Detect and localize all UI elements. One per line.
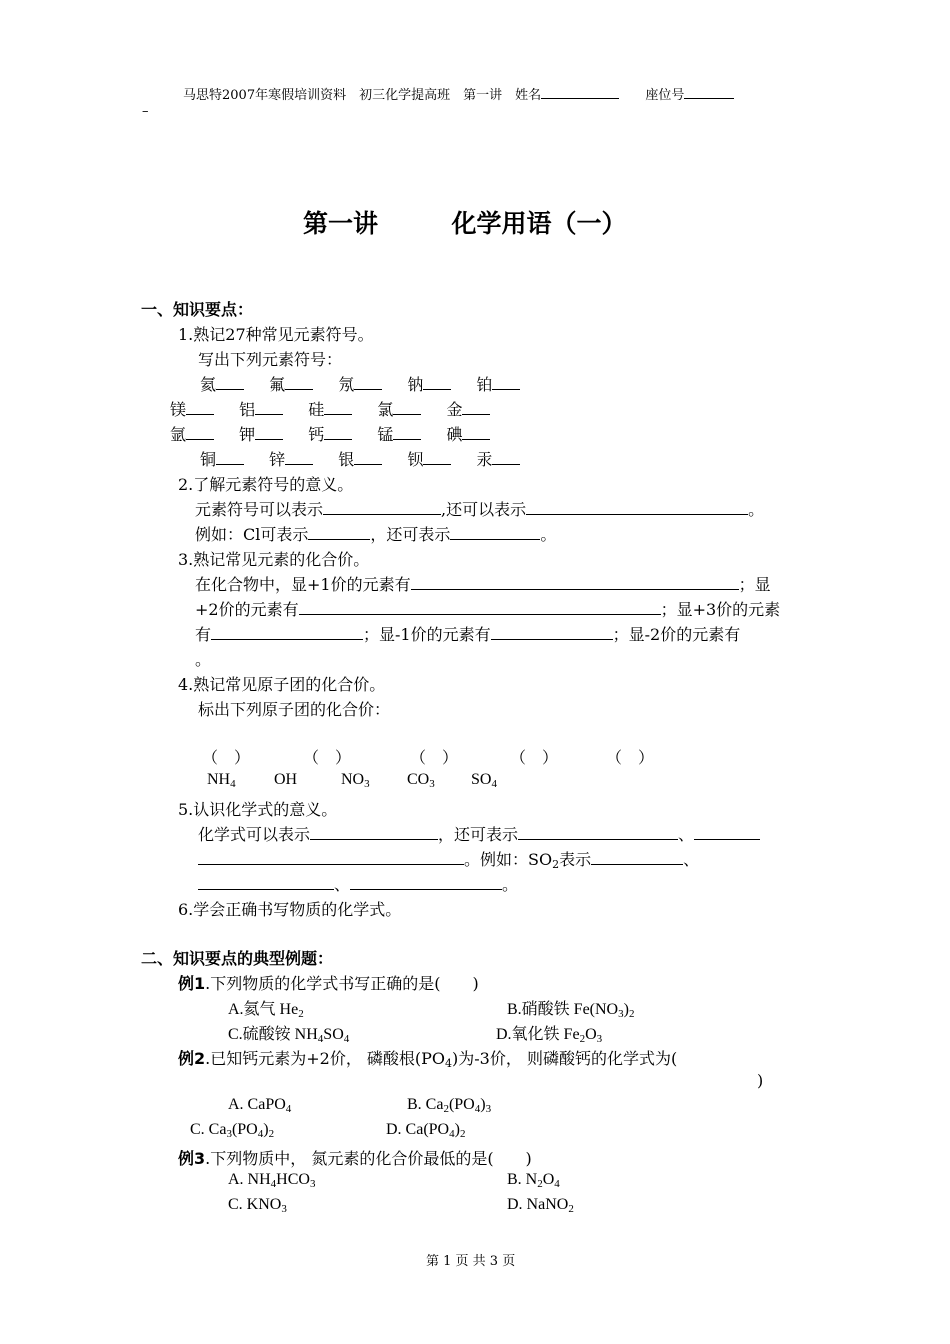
element-label: 碘	[446, 425, 463, 444]
text: 表示	[559, 850, 592, 869]
item1-prompt: 写出下列元素符号：	[198, 350, 343, 369]
text: 、	[678, 825, 695, 844]
element-label: 钾	[239, 425, 256, 444]
element-label: 氩	[170, 425, 187, 444]
subscript: 2	[552, 858, 560, 871]
text: 有	[195, 625, 212, 644]
item4-text: 4.熟记常见原子团的化合价。	[178, 675, 386, 694]
text: 化学式可以表示	[198, 825, 311, 844]
question-text: .下列物质中， 氮元素的化合价最低的是( )	[205, 1149, 532, 1168]
item2-line1	[195, 497, 764, 520]
text: ,还可以表示	[441, 500, 527, 519]
text: ；显-1价的元素有	[363, 625, 491, 644]
text: 。	[540, 525, 557, 544]
text: 例如：Cl可表示	[195, 525, 309, 544]
item3-line4: 。	[195, 650, 212, 669]
item3-line2	[195, 597, 780, 620]
element-label: 镁	[170, 400, 187, 419]
element-label: 铂	[476, 375, 493, 394]
radical-no3	[341, 771, 370, 790]
element-row-4	[200, 447, 520, 470]
answer-blank	[492, 374, 520, 390]
text: 、	[683, 850, 700, 869]
answer-blank	[350, 874, 502, 890]
section2-heading: 二、知识要点的典型例题：	[141, 949, 334, 968]
text: ；显+3价的元素	[660, 600, 781, 619]
item4-prompt: 标出下列原子团的化合价：	[198, 700, 391, 719]
radical-co3	[407, 771, 435, 790]
element-row-1	[200, 372, 520, 395]
page-header	[183, 83, 734, 103]
valence-paren-3: （ ）	[410, 748, 459, 767]
example-2-option-d: D. $Ca(PO_4)_2$	[386, 1121, 466, 1140]
valence-paren-2: （ ）	[303, 748, 352, 767]
answer-blank	[354, 374, 382, 390]
element-label: 氦	[200, 375, 217, 394]
element-label: 钠	[407, 375, 424, 394]
answer-blank	[491, 624, 613, 640]
item1-text: 1.熟记27种常见元素符号。	[178, 325, 374, 344]
element-label: 锰	[377, 425, 394, 444]
example-2-question	[178, 1046, 677, 1070]
answer-blank	[393, 424, 421, 440]
text: ；显	[738, 575, 771, 594]
element-label: 铜	[200, 450, 217, 469]
question-text: .已知钙元素为+2价， 磷酸根(PO	[205, 1049, 446, 1068]
answer-blank	[492, 449, 520, 465]
subscript: 3	[429, 778, 435, 790]
answer-blank	[354, 449, 382, 465]
item3-line1	[195, 572, 771, 595]
answer-blank	[423, 449, 451, 465]
answer-blank	[308, 524, 370, 540]
subscript: 4	[491, 778, 497, 790]
seat-label: 座位号	[645, 88, 685, 103]
text: +2价的元素有	[195, 600, 299, 619]
answer-blank	[324, 424, 352, 440]
item2-line2	[195, 522, 556, 545]
element-label: 氟	[269, 375, 286, 394]
answer-blank	[186, 424, 214, 440]
text: 。	[502, 875, 519, 894]
text: 、	[334, 875, 351, 894]
question-text: )为-3价， 则磷酸钙的化学式为(	[452, 1049, 678, 1068]
section1-heading: 一、知识要点：	[141, 300, 254, 319]
answer-blank	[462, 399, 490, 415]
text: 在化合物中，显+1价的元素有	[195, 575, 411, 594]
answer-blank	[216, 374, 244, 390]
element-label: 金	[446, 400, 463, 419]
element-label: 钡	[407, 450, 424, 469]
text: ，还可表示	[370, 525, 451, 544]
example-2-close-paren: )	[757, 1071, 764, 1090]
element-row-3	[170, 422, 490, 445]
item3-text: 3.熟记常见元素的化合价。	[178, 550, 370, 569]
text: 。例如：SO	[464, 850, 553, 869]
text: ，还可表示	[438, 825, 519, 844]
element-label: 氯	[377, 400, 394, 419]
seat-blank	[684, 83, 734, 99]
subscript: 4	[230, 778, 236, 790]
answer-blank	[198, 849, 464, 865]
example-1-question	[178, 971, 479, 994]
example-2-option-c: C. $Ca_3(PO_4)_2$	[190, 1121, 275, 1140]
answer-blank	[694, 824, 760, 840]
answer-blank	[285, 374, 313, 390]
question-text: .下列物质的化学式书写正确的是( )	[205, 974, 479, 993]
example-label: 例1	[178, 974, 206, 993]
header-dash: –	[142, 104, 149, 119]
formula: SO	[471, 771, 492, 788]
subscript: 4	[445, 1057, 453, 1070]
example-label: 例2	[178, 1049, 206, 1068]
element-label: 铝	[239, 400, 256, 419]
example-label: 例3	[178, 1149, 206, 1168]
title-left: 第一讲	[303, 209, 379, 238]
text: 元素符号可以表示	[195, 500, 324, 519]
title-right: 化学用语（一）	[451, 209, 627, 238]
answer-blank	[324, 399, 352, 415]
answer-blank	[591, 849, 683, 865]
item5-text: 5.认识化学式的意义。	[178, 800, 338, 819]
name-blank	[541, 83, 619, 99]
page-title	[303, 204, 626, 240]
answer-blank	[423, 374, 451, 390]
answer-blank	[462, 424, 490, 440]
answer-blank	[198, 874, 334, 890]
element-label: 锌	[269, 450, 286, 469]
answer-blank	[450, 524, 540, 540]
formula: NO	[341, 771, 365, 788]
element-label: 氖	[338, 375, 355, 394]
answer-blank	[255, 399, 283, 415]
item5-line1	[198, 822, 760, 845]
valence-paren-5: （ ）	[606, 748, 655, 767]
answer-blank	[285, 449, 313, 465]
radical-oh	[274, 771, 297, 790]
item2-text: 2.了解元素符号的意义。	[178, 475, 354, 494]
text: ；显-2价的元素有	[612, 625, 741, 644]
example-1-option-b: B.硝酸铁 $Fe(NO_3)_2$	[507, 1001, 635, 1020]
example-3-question	[178, 1146, 532, 1169]
header-text: 马思特2007年寒假培训资料 初三化学提高班 第一讲 姓名	[183, 88, 542, 103]
answer-blank	[211, 624, 363, 640]
answer-blank	[411, 574, 739, 590]
element-label: 钙	[308, 425, 325, 444]
element-label: 银	[338, 450, 355, 469]
item6-text: 6.学会正确书写物质的化学式。	[178, 900, 402, 919]
item3-line3	[195, 622, 740, 645]
element-row-2	[170, 397, 490, 420]
example-2-option-b: B. $Ca_2(PO_4)_3$	[407, 1096, 492, 1115]
item5-line3	[198, 872, 518, 895]
valence-paren-1: （ ）	[202, 748, 251, 767]
answer-blank	[299, 599, 661, 615]
example-2-option-a: A. CaPO$_4$	[228, 1096, 292, 1115]
example-3-option-b: B. $N_2O_4$	[507, 1171, 560, 1190]
answer-blank	[216, 449, 244, 465]
example-3-option-d: D. NaNO$_2$	[507, 1196, 574, 1215]
answer-blank	[186, 399, 214, 415]
valence-paren-4: （ ）	[510, 748, 559, 767]
example-1-option-d: D.氧化铁 $Fe_2O_3$	[496, 1026, 603, 1045]
answer-blank	[518, 824, 678, 840]
element-label: 硅	[308, 400, 325, 419]
example-3-option-a: A. $NH_4HCO_3$	[228, 1171, 316, 1190]
answer-blank	[310, 824, 438, 840]
page-footer: 第 1 页 共 3 页	[426, 1254, 516, 1269]
formula: NH	[207, 771, 231, 788]
answer-blank	[526, 499, 748, 515]
item5-line2	[198, 847, 699, 871]
text: 。	[748, 500, 765, 519]
answer-blank	[393, 399, 421, 415]
radical-nh4	[207, 771, 236, 790]
formula: CO	[407, 771, 430, 788]
example-3-option-c: C. $KNO_3$	[228, 1196, 287, 1215]
formula: OH	[274, 771, 298, 788]
element-label: 汞	[476, 450, 493, 469]
example-1-option-a: A.氦气 $He_2$	[228, 1001, 304, 1020]
subscript: 3	[364, 778, 370, 790]
radical-so4	[471, 771, 497, 790]
example-1-option-c: C.硫酸铵 $NH_4SO_4$	[228, 1026, 350, 1045]
answer-blank	[255, 424, 283, 440]
answer-blank	[323, 499, 441, 515]
